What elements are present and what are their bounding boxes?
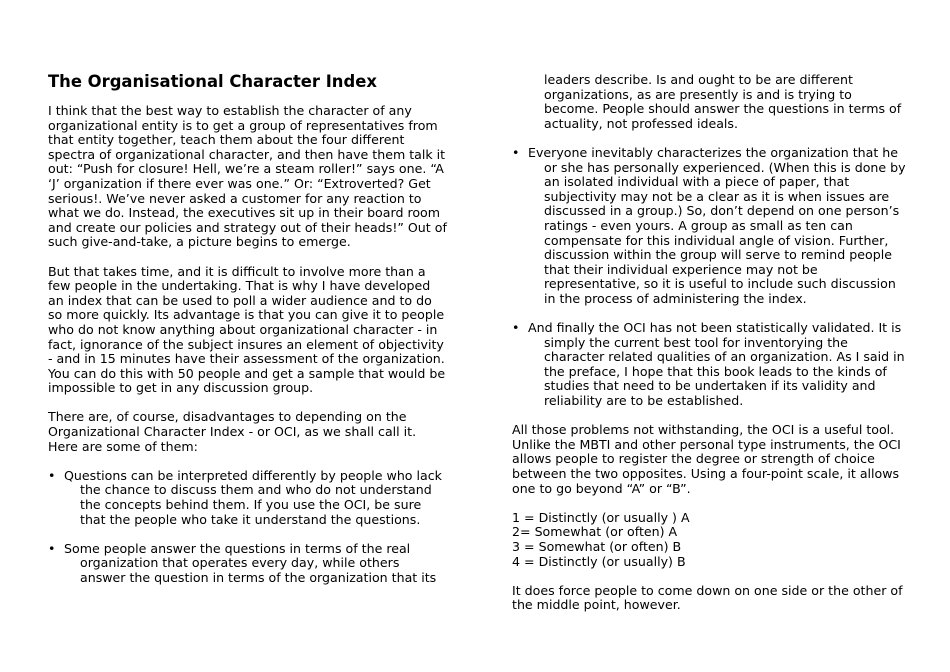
bullet-item-2 xyxy=(48,542,448,586)
bullet-text-2: Some people answer the questions in terms of the real organization that operates every day, while others answer the question in terms of the organization that its xyxy=(64,540,437,585)
bullet-item-1 xyxy=(48,469,448,527)
right-column xyxy=(512,73,908,628)
paragraph-3: There are, of course, disadvantages to depending on the Organizational Character Index - or OCI, as we shall call it. Here are some of them: xyxy=(48,409,417,454)
bullet-text-1: Questions can be interpreted differently by people who lack the chance to discuss them and who do not understand the concepts behind them. If you use the OCI, be sure that the people who take it understand the questions. xyxy=(64,467,442,527)
left-column xyxy=(48,72,448,600)
scale-item-4: 4 = Distinctly (or usually) B xyxy=(512,553,686,569)
scale-item-2: 2= Somewhat (or often) A xyxy=(512,524,678,540)
bullet-icon: • xyxy=(512,320,520,336)
paragraph-2: But that takes time, and it is difficult to involve more than a few people in the undertaking. That is why I have developed an index that can be used to poll a wider audience and to do so more quickly. Its advantage is that you can give it to people who do not know anything about organizational character - in fact, ignorance of the subject insures an element of objectivity - and in 15 minutes have their assessment of the organization. You can do this with 50 people and get a sample that would be impossible to get in any discussion group. xyxy=(48,263,446,396)
paragraph-4: All those problems not withstanding, the OCI is a useful tool. Unlike the MBTI and other personal type instruments, the OCI allows people to register the degree or strength of choice between the two opposites. Using a four-point scale, it allows one to go beyond “A” or “B”. xyxy=(512,422,901,496)
bullet-icon: • xyxy=(48,540,56,556)
bullet-text-3: Everyone inevitably characterizes the organization that he or she has personally experienced. (When this is done by an isolated individual with a piece of paper, that subjectivity may not be a clear as it is when issues are discussed in a group.) So, don’t depend on one person’s ratings - even yours. A group as small as ten can compensate for this individual angle of vision. Further, discussion within the group will serve to remind people that their individual experience may not be representative, so it is useful to include such discussion in the process of administering the index. xyxy=(528,144,906,306)
bullet-text-4: And finally the OCI has not been statistically validated. It is simply the current best tool for inventorying the character related qualities of an organization. As I said in the preface, I hope that this book leads to the kinds of studies that need to be undertaken if its validity and reliability are to be established. xyxy=(528,320,905,409)
scale-item-1: 1 = Distinctly (or usually ) A xyxy=(512,509,690,525)
bullet-icon: • xyxy=(512,144,520,160)
paragraph-1: I think that the best way to establish the character of any organizational entity is to get a group of representatives from that entity together, teach them about the four different spectra of organizational character, and then have them talk it out: “Push for closure! Hell, we’re a steam roller!” says one. “A ‘J’ organization if there ever was one.” Or: “Extroverted? Get serious!. We’ve never asked a customer for any reaction to what we do. Instead, the executives sit up in their board room and create our policies and strategy out of their heads!” Out of such give-and-take, a picture begins to emerge. xyxy=(48,103,447,250)
bullet-icon: • xyxy=(48,467,56,483)
bullet-text-2-continued: leaders describe. Is and ought to be are different organizations, as are presently is and is trying to become. People should answer the questions in terms of actuality, not professed ideals. xyxy=(544,72,902,131)
scale-item-3: 3 = Somewhat (or often) B xyxy=(512,539,682,554)
paragraph-5: It does force people to come down on one side or the other of the middle point, however. xyxy=(512,582,903,613)
bullet-item-3 xyxy=(512,146,908,307)
page-title: The Organisational Character Index xyxy=(48,72,377,91)
rating-scale xyxy=(512,511,908,569)
bullet-item-4 xyxy=(512,321,908,409)
